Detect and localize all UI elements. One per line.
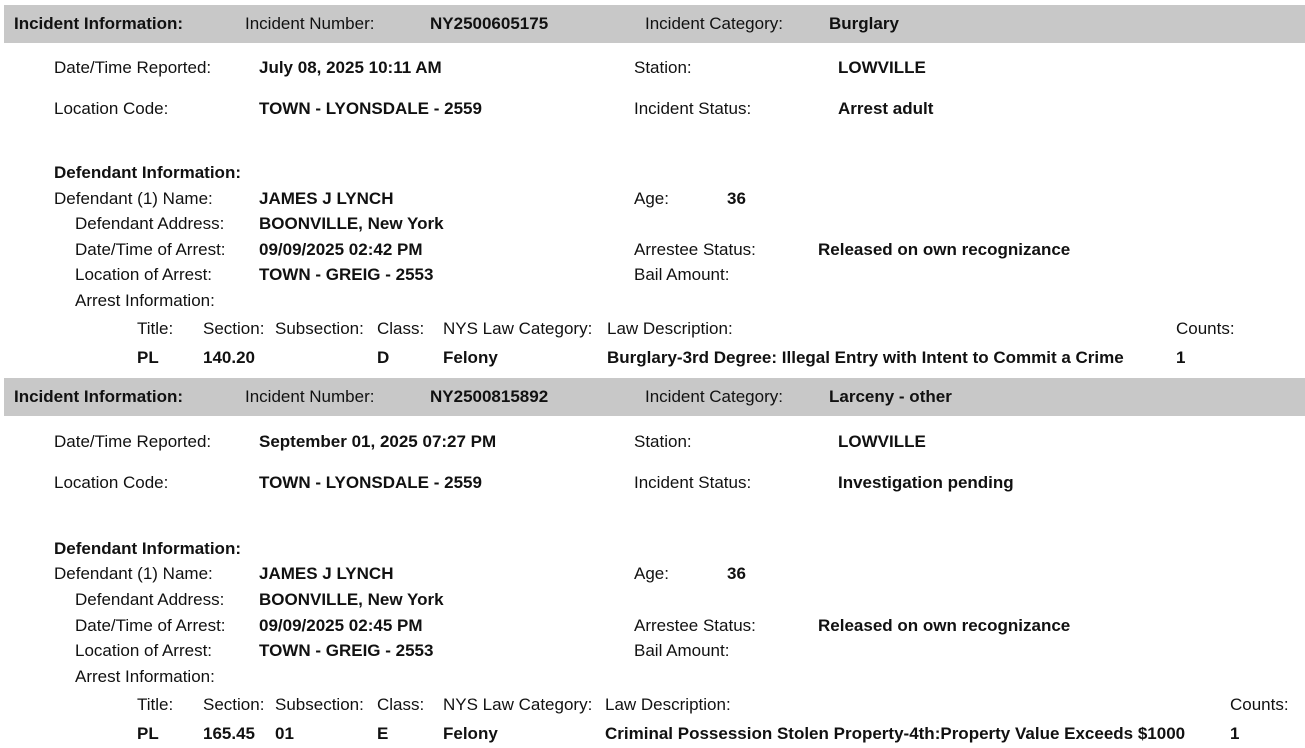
age-value: 36 xyxy=(727,189,746,208)
date-reported-label: Date/Time Reported: xyxy=(54,58,212,77)
col-subsection-header: Subsection: xyxy=(275,695,364,714)
date-arrest-value: 09/09/2025 02:45 PM xyxy=(259,616,423,635)
incident-category-value: Burglary xyxy=(829,14,899,33)
arrestee-status-label: Arrestee Status: xyxy=(634,240,756,259)
incident-number-label: Incident Number: xyxy=(245,14,375,33)
charge-class: D xyxy=(377,348,390,367)
charge-nys-law: Felony xyxy=(443,724,498,743)
col-subsection-header: Subsection: xyxy=(275,319,364,338)
date-arrest-value: 09/09/2025 02:42 PM xyxy=(259,240,423,259)
incident-status-value: Investigation pending xyxy=(838,473,1014,492)
col-nys-law-header: NYS Law Category: xyxy=(443,695,593,714)
location-code-value: TOWN - LYONSDALE - 2559 xyxy=(259,473,482,492)
age-label: Age: xyxy=(634,564,669,583)
col-title-header: Title: xyxy=(137,695,174,714)
charge-section: 140.20 xyxy=(203,348,255,367)
date-reported-value: July 08, 2025 10:11 AM xyxy=(259,58,442,77)
col-nys-law-header: NYS Law Category: xyxy=(443,319,593,338)
col-title-header: Title: xyxy=(137,319,174,338)
col-counts-header: Counts: xyxy=(1230,695,1289,714)
arrest-info-label: Arrest Information: xyxy=(75,667,215,686)
defendant-info-heading: Defendant Information: xyxy=(54,163,241,182)
bail-amount-label: Bail Amount: xyxy=(634,265,730,284)
defendant-info-heading: Defendant Information: xyxy=(54,539,241,558)
col-law-desc-header: Law Description: xyxy=(605,695,731,714)
station-value: LOWVILLE xyxy=(838,58,926,77)
defendant-address-label: Defendant Address: xyxy=(75,214,225,233)
age-value: 36 xyxy=(727,564,746,583)
location-code-value: TOWN - LYONSDALE - 2559 xyxy=(259,99,482,118)
incident-category-label: Incident Category: xyxy=(645,14,783,33)
charge-subsection: 01 xyxy=(275,724,294,743)
col-law-desc-header: Law Description: xyxy=(607,319,733,338)
station-label: Station: xyxy=(634,432,692,451)
charge-section: 165.45 xyxy=(203,724,255,743)
arrestee-status-label: Arrestee Status: xyxy=(634,616,756,635)
charge-title: PL xyxy=(137,348,159,367)
charge-law-desc: Criminal Possession Stolen Property-4th:Property Value Exceeds $1000 xyxy=(605,724,1186,743)
defendant-name-label: Defendant (1) Name: xyxy=(54,564,213,583)
arrestee-status-value: Released on own recognizance xyxy=(818,240,1071,259)
defendant-name-value: JAMES J LYNCH xyxy=(259,189,394,208)
charge-counts: 1 xyxy=(1176,348,1186,367)
incident-category-label: Incident Category: xyxy=(645,387,783,406)
charge-law-desc: Burglary-3rd Degree: Illegal Entry with Intent to Commit a Crime xyxy=(607,348,1124,367)
arrest-info-label: Arrest Information: xyxy=(75,291,215,310)
incident-status-label: Incident Status: xyxy=(634,99,752,118)
incident-number-value: NY2500815892 xyxy=(430,387,549,406)
incident-number-label: Incident Number: xyxy=(245,387,375,406)
charge-class: E xyxy=(377,724,389,743)
incident-info-label: Incident Information: xyxy=(14,14,184,33)
location-arrest-value: TOWN - GREIG - 2553 xyxy=(259,265,434,284)
incident-status-value: Arrest adult xyxy=(838,99,934,118)
col-counts-header: Counts: xyxy=(1176,319,1235,338)
date-reported-value: September 01, 2025 07:27 PM xyxy=(259,432,497,451)
arrestee-status-value: Released on own recognizance xyxy=(818,616,1071,635)
charge-title: PL xyxy=(137,724,159,743)
defendant-name-value: JAMES J LYNCH xyxy=(259,564,394,583)
location-code-label: Location Code: xyxy=(54,473,169,492)
location-arrest-value: TOWN - GREIG - 2553 xyxy=(259,641,434,660)
date-reported-label: Date/Time Reported: xyxy=(54,432,212,451)
col-class-header: Class: xyxy=(377,319,425,338)
charge-nys-law: Felony xyxy=(443,348,498,367)
defendant-address-value: BOONVILLE, New York xyxy=(259,214,444,233)
defendant-address-value: BOONVILLE, New York xyxy=(259,590,444,609)
station-label: Station: xyxy=(634,58,692,77)
charge-counts: 1 xyxy=(1230,724,1240,743)
defendant-name-label: Defendant (1) Name: xyxy=(54,189,213,208)
incident-number-value: NY2500605175 xyxy=(430,14,549,33)
col-section-header: Section: xyxy=(203,319,265,338)
bail-amount-label: Bail Amount: xyxy=(634,641,730,660)
location-code-label: Location Code: xyxy=(54,99,169,118)
location-arrest-label: Location of Arrest: xyxy=(75,265,213,284)
station-value: LOWVILLE xyxy=(838,432,926,451)
incident-category-value: Larceny - other xyxy=(829,387,952,406)
age-label: Age: xyxy=(634,189,669,208)
incident-status-label: Incident Status: xyxy=(634,473,752,492)
location-arrest-label: Location of Arrest: xyxy=(75,641,213,660)
col-class-header: Class: xyxy=(377,695,425,714)
defendant-address-label: Defendant Address: xyxy=(75,590,225,609)
col-section-header: Section: xyxy=(203,695,265,714)
date-arrest-label: Date/Time of Arrest: xyxy=(75,240,226,259)
date-arrest-label: Date/Time of Arrest: xyxy=(75,616,226,635)
incident-record xyxy=(0,373,1305,747)
incident-info-label: Incident Information: xyxy=(14,387,184,406)
